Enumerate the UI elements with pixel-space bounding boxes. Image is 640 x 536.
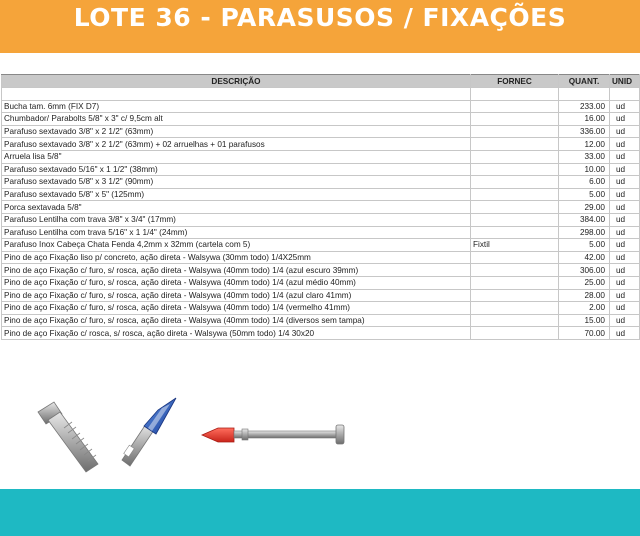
cell-fornec [471,176,559,189]
cell-quant: 298.00 [559,226,610,239]
cell-unid: ud [610,314,640,327]
cell-fornec [471,302,559,315]
cell-descricao: Parafuso Lentilha com trava 3/8" x 3/4" (17mm) [2,213,471,226]
cell-quant: 16.00 [559,113,610,126]
cell-unid: ud [610,150,640,163]
cell-fornec [471,314,559,327]
table-row [2,264,640,277]
cell-fornec: Fixtil [471,239,559,252]
table-row [2,226,640,239]
cell-quant: 28.00 [559,289,610,302]
cell-unid: ud [610,251,640,264]
table-row [2,314,640,327]
cell-unid: ud [610,302,640,315]
table-row [2,239,640,252]
cell-fornec [471,113,559,126]
cell-descricao: Parafuso sextavado 3/8" x 2 1/2" (63mm) [2,125,471,138]
cell-quant: 336.00 [559,125,610,138]
cell-unid: ud [610,113,640,126]
cell-quant: 306.00 [559,264,610,277]
cell-descricao: Parafuso sextavado 5/16" x 1 1/2" (38mm) [2,163,471,176]
cell-fornec [471,163,559,176]
cell-quant: 42.00 [559,251,610,264]
cell-fornec [471,251,559,264]
cell-unid: ud [610,163,640,176]
cell-fornec [471,276,559,289]
table-row [2,150,640,163]
cell-fornec [471,264,559,277]
table-row [2,113,640,126]
cell-fornec [471,213,559,226]
cell-unid: ud [610,100,640,113]
cell-fornec [471,138,559,151]
table-row [2,163,640,176]
table-header-row [2,75,640,88]
table-row [2,201,640,214]
cell-descricao: Porca sextavada 5/8" [2,201,471,214]
cell-fornec [471,88,559,101]
table-row [2,176,640,189]
cell-quant: 233.00 [559,100,610,113]
cell-quant: 5.00 [559,188,610,201]
cell-unid: ud [610,289,640,302]
page-title: LOTE 36 - PARASUSOS / FIXAÇÕES [73,3,567,32]
cell-unid [610,88,640,101]
table-row [2,251,640,264]
cell-unid: ud [610,138,640,151]
table-row [2,88,640,101]
cell-quant: 29.00 [559,201,610,214]
cell-unid: ud [610,176,640,189]
cell-fornec [471,100,559,113]
items-table [1,74,640,340]
cell-fornec [471,289,559,302]
cell-descricao: Parafuso sextavado 3/8" x 2 1/2" (63mm) + 02 arruelhas + 01 parafusos [2,138,471,151]
table-row [2,100,640,113]
cell-quant: 25.00 [559,276,610,289]
cell-quant: 6.00 [559,176,610,189]
table-row [2,289,640,302]
cell-quant: 33.00 [559,150,610,163]
table-row [2,302,640,315]
cell-unid: ud [610,201,640,214]
table-row [2,125,640,138]
table-row [2,138,640,151]
cell-quant: 15.00 [559,314,610,327]
cell-descricao: Pino de aço Fixação c/ furo, s/ rosca, ação direta - Walsywa (40mm todo) 1/4 (azul claro 41mm) [2,289,471,302]
table-row [2,213,640,226]
cell-descricao: Parafuso Lentilha com trava 5/16" x 1 1/4" (24mm) [2,226,471,239]
cell-unid: ud [610,125,640,138]
hex-bolt-image [38,402,98,472]
cell-fornec [471,188,559,201]
cell-fornec [471,327,559,340]
header-unid: UNID [610,75,640,88]
header-quant: QUANT. [559,75,610,88]
cell-quant: 2.00 [559,302,610,315]
cell-descricao: Pino de aço Fixação c/ furo, s/ rosca, ação direta - Walsywa (40mm todo) 1/4 (diversos sem tampa) [2,314,471,327]
cell-quant: 384.00 [559,213,610,226]
table-row [2,327,640,340]
cell-descricao: Arruela lisa 5/8" [2,150,471,163]
cell-unid: ud [610,213,640,226]
header-descricao: DESCRIÇÃO [2,75,471,88]
product-images [30,390,360,480]
cell-descricao: Pino de aço Fixação c/ furo, s/ rosca, ação direta - Walsywa (40mm todo) 1/4 (azul médio 40mm) [2,276,471,289]
cell-descricao: Parafuso Inox Cabeça Chata Fenda 4,2mm x 32mm (cartela com 5) [2,239,471,252]
title-banner [0,0,640,53]
cell-quant: 70.00 [559,327,610,340]
cell-unid: ud [610,327,640,340]
cell-fornec [471,226,559,239]
header-fornec: FORNEC [471,75,559,88]
cell-descricao: Parafuso sextavado 5/8" x 5" (125mm) [2,188,471,201]
cell-descricao: Parafuso sextavado 5/8" x 3 1/2" (90mm) [2,176,471,189]
cell-fornec [471,201,559,214]
cell-fornec [471,150,559,163]
cell-quant: 10.00 [559,163,610,176]
cell-unid: ud [610,264,640,277]
cell-descricao: Pino de aço Fixação c/ furo, s/ rosca, ação direta - Walsywa (40mm todo) 1/4 (vermelho 41mm) [2,302,471,315]
blue-tip-anchor-image [122,398,176,466]
cell-descricao: Bucha tam. 6mm (FIX D7) [2,100,471,113]
cell-quant: 5.00 [559,239,610,252]
cell-fornec [471,125,559,138]
cell-unid: ud [610,276,640,289]
table-row [2,276,640,289]
cell-quant [559,88,610,101]
bottom-band [0,489,640,536]
cell-descricao: Pino de aço Fixação c/ rosca, s/ rosca, ação direta - Walsywa (50mm todo) 1/4 30x20 [2,327,471,340]
cell-descricao: Chumbador/ Parabolts 5/8" x 3" c/ 9,5cm alt [2,113,471,126]
cell-unid: ud [610,226,640,239]
cell-unid: ud [610,188,640,201]
table-row [2,188,640,201]
red-tip-pin-image [202,425,344,444]
cell-unid: ud [610,239,640,252]
cell-descricao [2,88,471,101]
cell-descricao: Pino de aço Fixação c/ furo, s/ rosca, ação direta - Walsywa (40mm todo) 1/4 (azul escuro 39mm) [2,264,471,277]
cell-descricao: Pino de aço Fixação liso p/ concreto, ação direta - Walsywa (30mm todo) 1/4X25mm [2,251,471,264]
cell-quant: 12.00 [559,138,610,151]
